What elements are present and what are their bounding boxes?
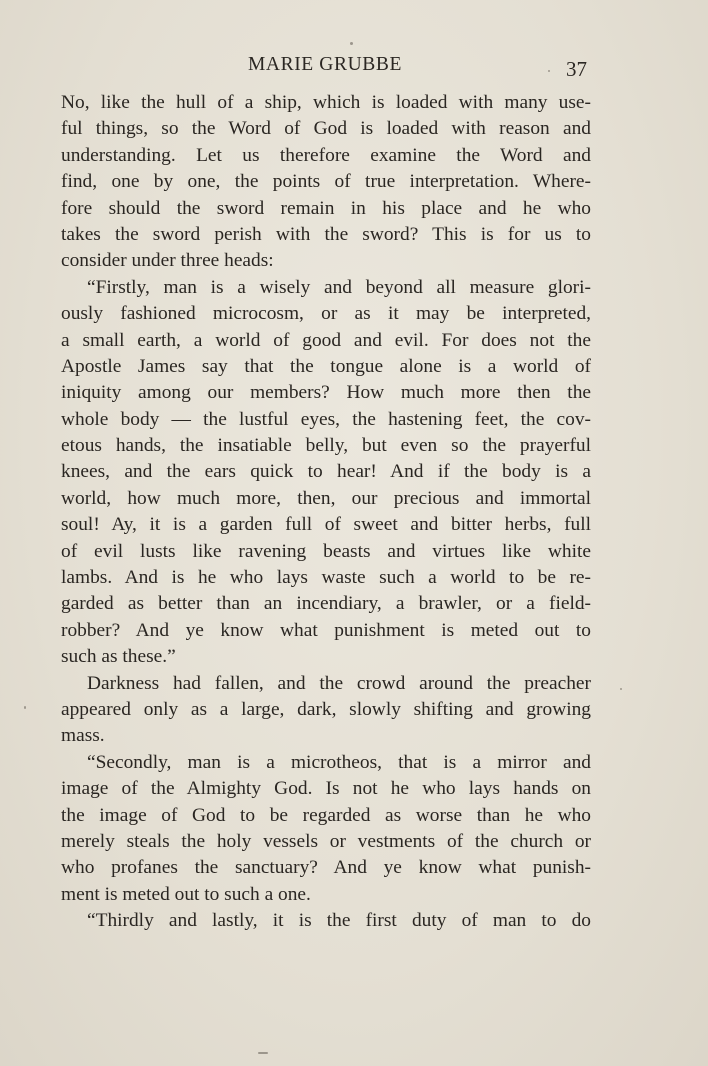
running-head <box>0 54 708 84</box>
paper-speck <box>350 42 353 45</box>
text-line: garded as better than an incendiary, a brawler, or a field- <box>61 593 591 615</box>
text-line: Darkness had fallen, and the crowd around the preacher <box>87 672 591 694</box>
text-line: of evil lusts like ravening beasts and virtues like white <box>61 540 591 562</box>
text-line: mass. <box>61 725 105 747</box>
text-line: robber? And ye know what punishment is meted out to <box>61 619 591 641</box>
text-line: Apostle James say that the tongue alone is a world of <box>61 355 591 377</box>
text-line: consider under three heads: <box>61 250 274 272</box>
text-line: “Firstly, man is a wisely and beyond all measure glori- <box>87 276 591 298</box>
text-line: world, how much more, then, our precious and immortal <box>61 487 591 509</box>
text-line: iniquity among our members? How much more then the <box>61 382 591 404</box>
text-line: merely steals the holy vessels or vestments of the church or <box>61 830 591 852</box>
text-line: who profanes the sanctuary? And ye know what punish- <box>61 857 591 879</box>
text-line: whole body — the lustful eyes, the hastening feet, the cov- <box>61 408 591 430</box>
text-line: understanding. Let us therefore examine the Word and <box>61 144 591 166</box>
text-line: such as these.” <box>61 646 176 668</box>
text-line: No, like the hull of a ship, which is loaded with many use- <box>61 92 591 113</box>
text-line: a small earth, a world of good and evil. For does not the <box>61 329 591 351</box>
text-line: “Thirdly and lastly, it is the first duty of man to do <box>87 910 591 932</box>
running-head-title: MARIE GRUBBE <box>247 54 402 75</box>
text-line: ful things, so the Word of God is loaded with reason and <box>61 118 591 140</box>
text-line: the image of God to be regarded as worse than he who <box>61 804 591 826</box>
paper-speck <box>620 688 622 690</box>
text-line: lambs. And is he who lays waste such a world to be re- <box>61 567 591 589</box>
paper-speck <box>24 706 26 709</box>
text-line: takes the sword perish with the sword? This is for us to <box>61 223 591 245</box>
text-line: fore should the sword remain in his place and he who <box>61 197 591 219</box>
text-line: ment is meted out to such a one. <box>61 883 311 905</box>
paper-speck <box>258 1052 268 1054</box>
paper-speck <box>548 70 550 72</box>
text-line: soul! Ay, it is a garden full of sweet and bitter herbs, full <box>61 514 591 536</box>
text-line: image of the Almighty God. Is not he who lays hands on <box>61 778 591 800</box>
text-line: appeared only as a large, dark, slowly shifting and growing <box>61 698 591 720</box>
text-line: ously fashioned microcosm, or as it may be interpreted, <box>61 303 591 325</box>
text-line: knees, and the ears quick to hear! And if the body is a <box>61 461 591 483</box>
text-line: “Secondly, man is a microtheos, that is a mirror and <box>87 751 591 773</box>
body-text <box>61 90 591 935</box>
page-number: 37 <box>566 57 587 81</box>
text-line: find, one by one, the points of true interpretation. Where- <box>61 171 591 193</box>
text-line: etous hands, the insatiable belly, but even so the prayerful <box>61 435 591 457</box>
